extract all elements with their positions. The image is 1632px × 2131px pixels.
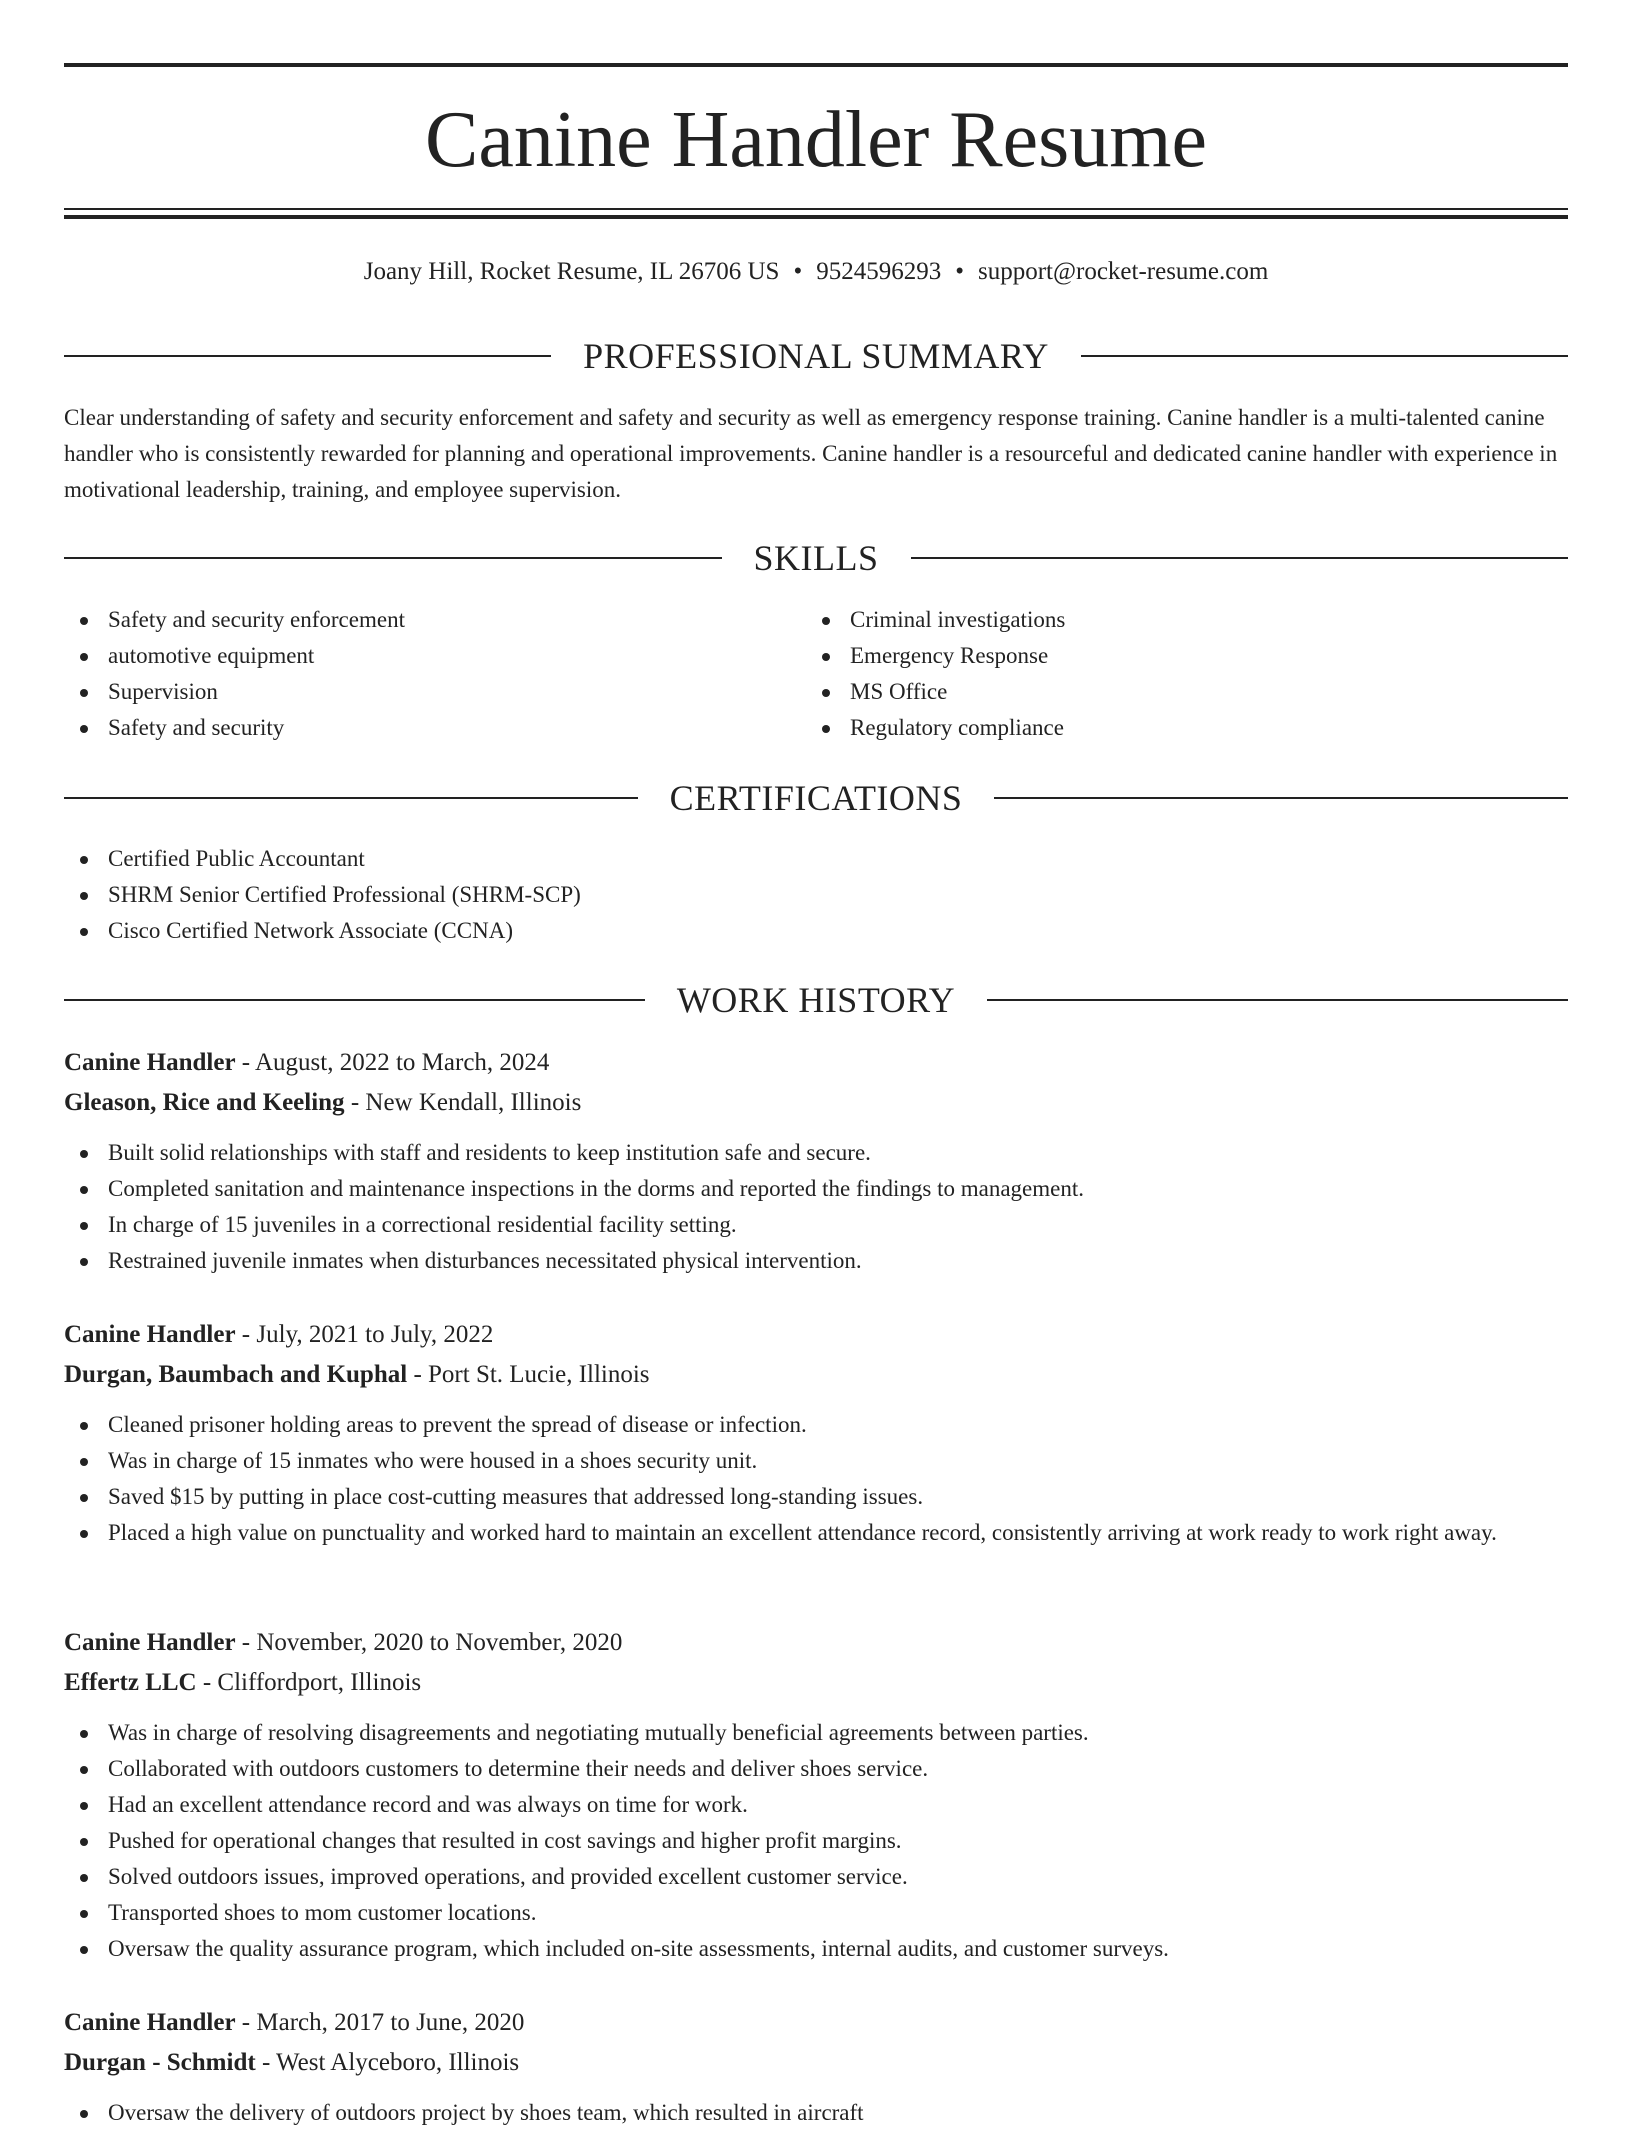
certifications-list: [64, 841, 1568, 949]
job-company: Durgan, Baumbach and Kuphal: [64, 1361, 408, 1388]
job-duty: Transported shoes to mom customer locations.: [64, 1895, 1568, 1931]
skill-item: Regulatory compliance: [806, 710, 1546, 746]
page-title: Canine Handler Resume: [425, 96, 1207, 184]
skill-item: MS Office: [806, 674, 1546, 710]
job-title: Canine Handler: [64, 1049, 236, 1076]
job-company-line: [64, 1083, 1568, 1123]
job-duty: Restrained juvenile inmates when disturbances necessitated physical intervention.: [64, 1243, 1568, 1279]
job-dates: - November, 2020 to November, 2020: [235, 1629, 623, 1656]
job-duty: Built solid relationships with staff and residents to keep institution safe and secure.: [64, 1135, 1568, 1171]
contact-separator: •: [955, 258, 964, 285]
section-title-work-history: WORK HISTORY: [676, 980, 956, 1020]
job-duties-list: [64, 1407, 1568, 1551]
job-duty: Saved $15 by putting in place cost-cutting measures that addressed long-standing issues.: [64, 1479, 1568, 1515]
job-duty: Oversaw the delivery of outdoors project by shoes team, which resulted in aircraft: [64, 2095, 1568, 2131]
contact-address: Joany Hill, Rocket Resume, IL 26706 US: [363, 258, 780, 285]
job-duty: Solved outdoors issues, improved operations, and provided excellent customer service.: [64, 1859, 1568, 1895]
skills-list-right: [806, 602, 1546, 746]
section-rule-left: [64, 557, 722, 559]
contact-phone: 9524596293: [816, 258, 942, 285]
job-title-line: [64, 1623, 1568, 1663]
job-duty: Collaborated with outdoors customers to determine their needs and deliver shoes service.: [64, 1751, 1568, 1787]
skill-item: Criminal investigations: [806, 602, 1546, 638]
section-header-skills: [64, 534, 1568, 582]
job-location: - New Kendall, Illinois: [344, 1089, 582, 1116]
job-title: Canine Handler: [64, 1321, 236, 1348]
top-rule: [64, 63, 1568, 67]
section-header-certifications: [64, 774, 1568, 822]
section-rule-right: [911, 557, 1569, 559]
skill-item: automotive equipment: [64, 638, 804, 674]
job-duty: Oversaw the quality assurance program, which included on-site assessments, internal audits, and customer surveys.: [64, 1931, 1568, 1967]
section-rule-right: [987, 999, 1568, 1001]
section-rule-left: [64, 999, 645, 1001]
certification-item: Cisco Certified Network Associate (CCNA): [64, 913, 1568, 949]
job-duty: Was in charge of resolving disagreements and negotiating mutually beneficial agreements between parties.: [64, 1715, 1568, 1751]
job-duty: In charge of 15 juveniles in a correctional residential facility setting.: [64, 1207, 1568, 1243]
job-title-line: [64, 1315, 1568, 1355]
contact-email: support@rocket-resume.com: [977, 258, 1269, 285]
job-entry: [64, 1043, 1568, 1279]
skill-item: Supervision: [64, 674, 804, 710]
job-duties-list: [64, 1715, 1568, 1967]
summary-text: Clear understanding of safety and security enforcement and safety and security as well as emergency response training. Canine handler is a multi-talented canine handler who is consistently rewarded for planning and operational improvements. Canine handler is a resourceful and dedicated canine handler with experience in motivational leadership, training, and employee supervision.: [64, 405, 1558, 502]
job-company-line: [64, 1663, 1568, 1703]
job-duty: Pushed for operational changes that resulted in cost savings and higher profit margins.: [64, 1823, 1568, 1859]
job-duties-list: [64, 2095, 1568, 2131]
contact-line: [64, 252, 1568, 292]
job-title: Canine Handler: [64, 1629, 236, 1656]
skill-item: Emergency Response: [806, 638, 1546, 674]
title-rule-lower: [64, 215, 1568, 219]
job-title: Canine Handler: [64, 2009, 236, 2036]
job-duty: Completed sanitation and maintenance inspections in the dorms and reported the findings to management.: [64, 1171, 1568, 1207]
section-header-work-history: [64, 976, 1568, 1024]
section-title-certifications: CERTIFICATIONS: [669, 778, 963, 818]
job-entry: [64, 1623, 1568, 1967]
section-rule-left: [64, 355, 551, 357]
skills-list-left: [64, 602, 804, 746]
skill-item: Safety and security: [64, 710, 804, 746]
job-title-line: [64, 1043, 1568, 1083]
job-dates: - March, 2017 to June, 2020: [235, 2009, 525, 2036]
job-company-line: [64, 1355, 1568, 1395]
job-duties-list: [64, 1135, 1568, 1279]
job-company: Gleason, Rice and Keeling: [64, 1089, 345, 1116]
job-location: - Cliffordport, Illinois: [196, 1669, 422, 1696]
job-title-line: [64, 2003, 1568, 2043]
contact-separator: •: [793, 258, 803, 285]
section-title-skills: SKILLS: [753, 538, 879, 578]
certification-item: SHRM Senior Certified Professional (SHRM-SCP): [64, 877, 1568, 913]
section-rule-left: [64, 797, 638, 799]
skill-item: Safety and security enforcement: [64, 602, 804, 638]
job-duty: Was in charge of 15 inmates who were housed in a shoes security unit.: [64, 1443, 1568, 1479]
job-location: - Port St. Lucie, Illinois: [407, 1361, 650, 1388]
section-rule-right: [994, 797, 1568, 799]
certification-item: Certified Public Accountant: [64, 841, 1568, 877]
job-location: - West Alyceboro, Illinois: [255, 2049, 520, 2076]
job-dates: - August, 2022 to March, 2024: [235, 1049, 550, 1076]
job-company-line: [64, 2043, 1568, 2083]
job-dates: - July, 2021 to July, 2022: [235, 1321, 494, 1348]
section-rule-right: [1081, 355, 1568, 357]
job-entry: [64, 1315, 1568, 1551]
title-rule-upper: [64, 208, 1568, 210]
job-company: Durgan - Schmidt: [64, 2049, 256, 2076]
section-header-summary: [64, 332, 1568, 380]
section-title-summary: PROFESSIONAL SUMMARY: [583, 336, 1049, 376]
job-duty: Had an excellent attendance record and was always on time for work.: [64, 1787, 1568, 1823]
job-duty: Placed a high value on punctuality and worked hard to maintain an excellent attendance record, consistently arriving at work ready to work right away.: [64, 1515, 1568, 1551]
job-company: Effertz LLC: [64, 1669, 197, 1696]
job-duty: Cleaned prisoner holding areas to prevent the spread of disease or infection.: [64, 1407, 1568, 1443]
